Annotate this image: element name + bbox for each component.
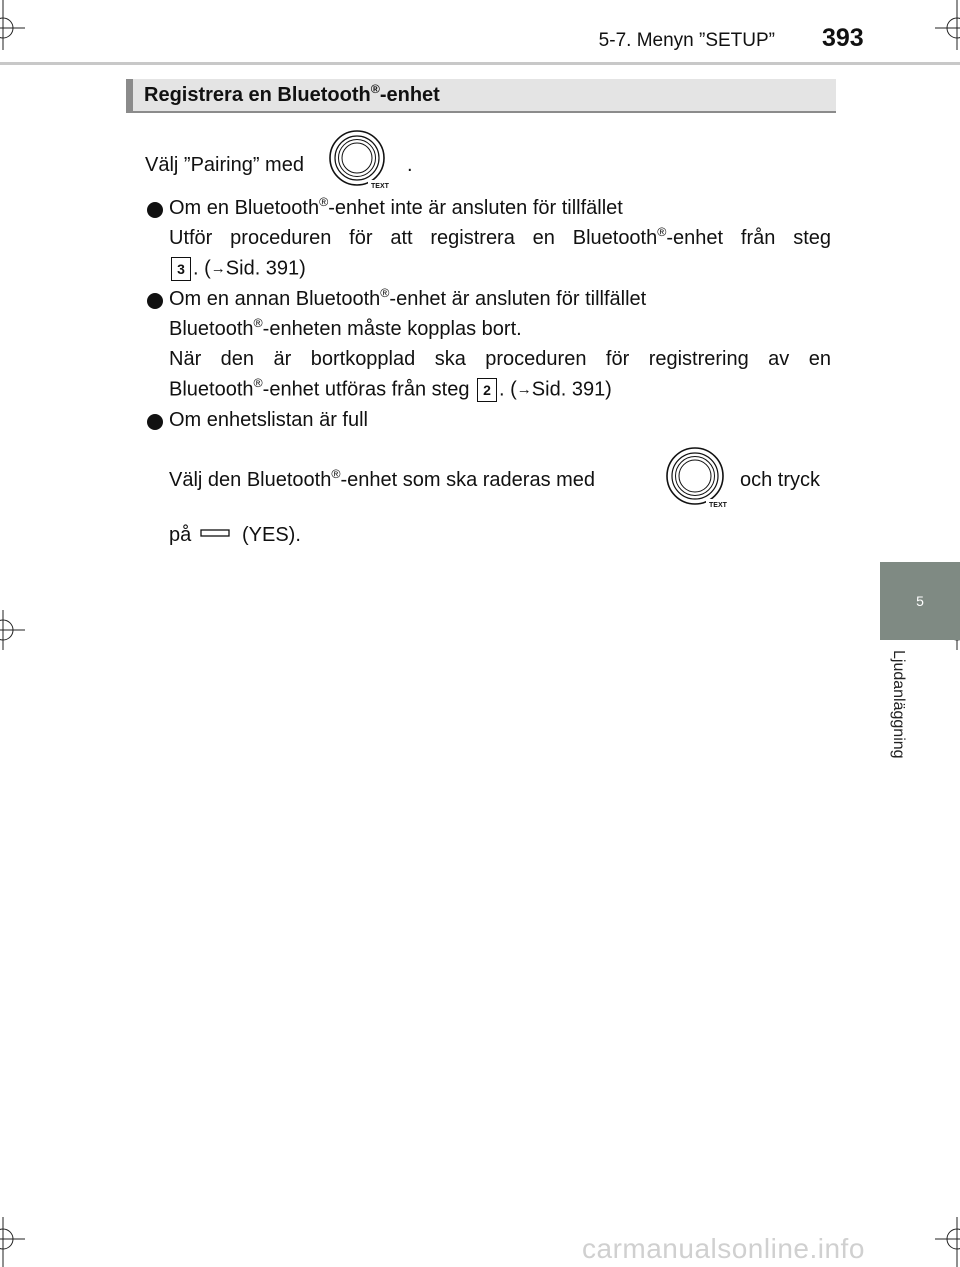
watermark: carmanualsonline.info [582, 1233, 865, 1264]
chapter-tab [880, 562, 960, 640]
bullet-2-line-1: Bluetooth®-enheten måste kopplas bort. [169, 315, 522, 340]
step-3-badge: 3 [171, 257, 191, 281]
crop-mark-bottom-left [0, 1217, 40, 1267]
chapter-title-text: Ljudanläggning [890, 650, 907, 759]
tune-knob-icon [328, 130, 392, 195]
crop-mark-mid-left [0, 610, 30, 650]
bullet-3-line-1a: Välj den Bluetooth®-enhet som ska raderas med [169, 466, 596, 491]
bullet-2-line-2: När den är bortkopplad ska proceduren för registrering av en [169, 348, 831, 370]
crop-mark-top-left [0, 0, 40, 50]
tune-knob-icon [665, 447, 729, 514]
bullet-3-line-2b: (YES). [242, 524, 301, 546]
section-header [126, 79, 836, 113]
header-rule [0, 62, 960, 65]
chapter-number: 5 [916, 593, 924, 609]
yes-button-icon [200, 526, 230, 540]
section-label: 5-7. Menyn ”SETUP” [598, 30, 775, 51]
page-number: 393 [822, 24, 864, 52]
bullet-3-heading: Om enhetslistan är full [169, 409, 368, 431]
knob-text-label: TEXT [371, 183, 389, 190]
crop-mark-bottom-right [920, 1217, 960, 1267]
arrow-right-icon: → [516, 381, 532, 399]
bullet-3-line-2a: på [169, 524, 192, 546]
chapter-title [876, 650, 920, 800]
bullet-2-heading: Om en annan Bluetooth®-enhet är ansluten för tillfället [169, 285, 647, 310]
intro-period: . [407, 154, 413, 176]
bullet-dot [147, 202, 163, 218]
bullet-dot [147, 293, 163, 309]
page-reference-link[interactable]: Sid. 391) [225, 257, 306, 280]
section-title: Registrera en Bluetooth®-enhet [144, 81, 440, 106]
page-reference-link[interactable]: Sid. 391) [531, 378, 612, 401]
bullet-dot [147, 414, 163, 430]
knob-text-label: TEXT [709, 502, 727, 509]
bullet-1-line-1: Utför proceduren för att registrera en Bluetooth®-enhet från steg [169, 224, 832, 249]
arrow-right-icon: → [210, 260, 226, 278]
step-2-badge: 2 [477, 378, 497, 402]
crop-mark-top-right [920, 0, 960, 50]
intro-text: Välj ”Pairing” med [145, 154, 304, 176]
bullet-1-heading: Om en Bluetooth®-enhet inte är ansluten för tillfället [169, 194, 623, 219]
bullet-1-reference: 3 . (→Sid. 391) [169, 257, 306, 281]
bullet-3-line-1c: och tryck [740, 469, 821, 491]
bullet-2-line-3: Bluetooth®-enhet utföras från steg 2 . (→Sid. 391) [169, 376, 612, 401]
